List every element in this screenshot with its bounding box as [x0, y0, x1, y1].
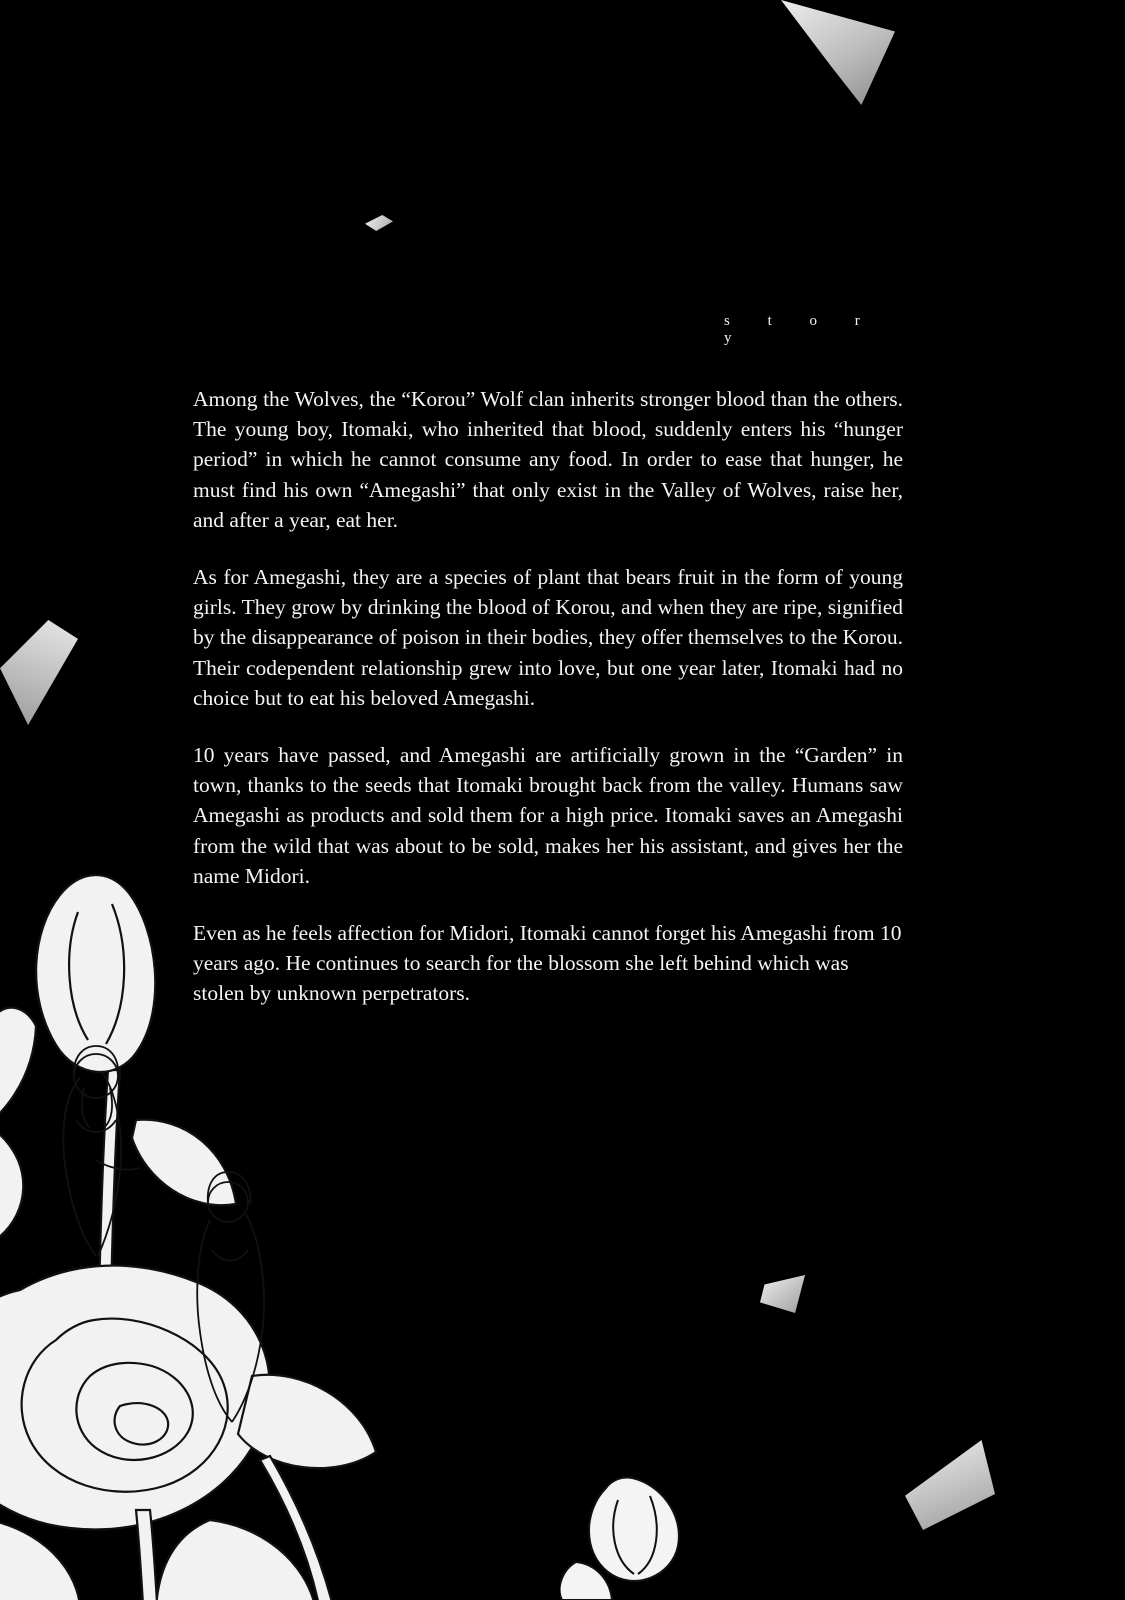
- story-text-block: [193, 384, 903, 1009]
- petal-bottom-right-large-icon: [905, 1440, 995, 1530]
- story-paragraph: Even as he feels affection for Midori, Itomaki cannot forget his Amegashi from 10 years ago. He continues to search for the blossom she left behind which was stolen by unknown perpetrators.: [193, 921, 902, 1006]
- flower-bud-icon: [560, 1470, 700, 1600]
- petal-bottom-right-small-icon: [760, 1275, 805, 1313]
- petal-left-middle-icon: [0, 620, 78, 725]
- section-label-story: s t o r y: [724, 313, 877, 346]
- story-paragraph: 10 years have passed, and Amegashi are artificially grown in the “Garden” in town, thanks to the seeds that Itomaki brought back from the valley. Humans saw Amegashi as products and sold them for a high price. Itomaki saves an Amegashi from the wild that was about to be sold, makes her his assistant, and gives her the name Midori.: [193, 743, 903, 888]
- petal-top-right-icon: [775, 0, 895, 105]
- story-paragraph: Among the Wolves, the “Korou” Wolf clan inherits stronger blood than the others. The young boy, Itomaki, who inherited that blood, suddenly enters his “hunger period” in which he cannot consume any food. In order to ease that hunger, he must find his own “Amegashi” that only exist in the Valley of Wolves, raise her, and after a year, eat her.: [193, 387, 903, 532]
- petal-small-top-icon: [365, 215, 393, 231]
- story-paragraph: As for Amegashi, they are a species of plant that bears fruit in the form of young girls. They grow by drinking the blood of Korou, and when they are ripe, signified by the disappearance of poison in their bodies, they offer themselves to the Korou. Their codependent relationship grew into love, but one year later, Itomaki had no choice but to eat his beloved Amegashi.: [193, 565, 903, 710]
